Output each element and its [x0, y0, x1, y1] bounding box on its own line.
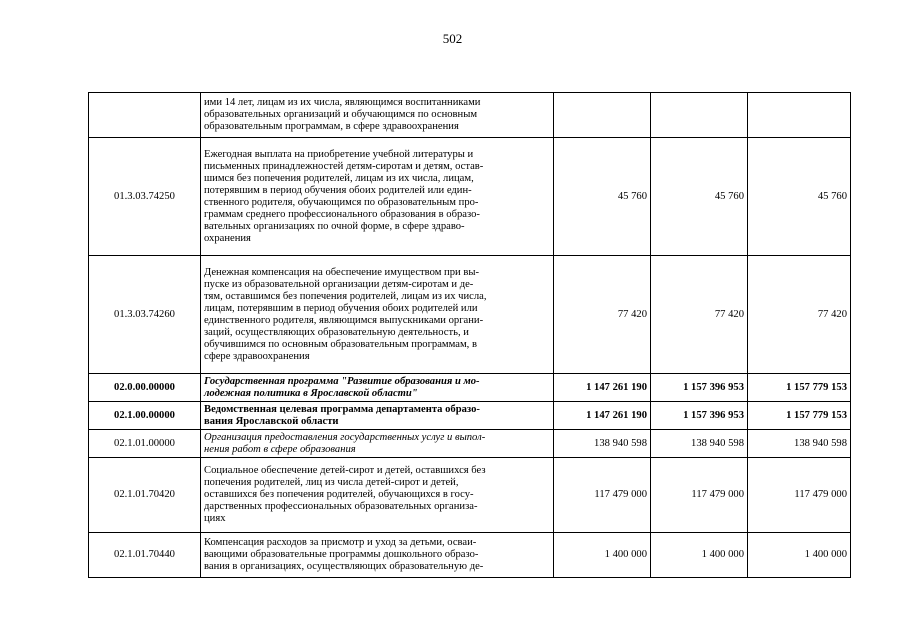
description-line: вания в организациях, осуществляющих образовательную де-	[204, 561, 484, 572]
amount-year-2-cell: 45 760	[651, 138, 748, 256]
budget-code-cell: 02.0.00.00000	[89, 374, 201, 402]
description-line: граммам среднего профессионального образования в образо-	[204, 208, 480, 220]
description-line: нения работ в сфере образования	[204, 443, 356, 455]
amount-year-2-cell	[651, 93, 748, 138]
description-line: сфере здравоохранения	[204, 350, 310, 362]
table-row	[89, 533, 851, 578]
description-line: Ежегодная выплата на приобретение учебной литературы и	[204, 148, 474, 160]
budget-code-cell: 02.1.01.70440	[89, 533, 201, 578]
budget-code-cell: 02.1.01.70420	[89, 458, 201, 533]
description-cell	[201, 374, 554, 402]
description-line: ственного родителя, обучающимся по образовательным про-	[204, 196, 479, 208]
amount-year-1-cell: 77 420	[554, 256, 651, 374]
budget-table-body	[89, 93, 851, 578]
description-line: заций, осуществляющих образовательную деятельность, и	[204, 326, 469, 338]
budget-table	[88, 92, 851, 578]
description-cell	[201, 93, 554, 138]
budget-code-cell: 02.1.00.00000	[89, 402, 201, 430]
table-row	[89, 402, 851, 430]
description-line: ими 14 лет, лицам из их числа, являющимся воспитанниками	[204, 97, 481, 108]
page-number: 502	[442, 31, 463, 46]
amount-year-1-cell: 117 479 000	[554, 458, 651, 533]
budget-code-cell: 01.3.03.74260	[89, 256, 201, 374]
description-line: оставшихся без попечения родителей, обучающихся в госу-	[204, 489, 474, 500]
amount-year-3-cell: 1 157 779 153	[748, 402, 851, 430]
amount-year-1-cell: 1 147 261 190	[554, 402, 651, 430]
description-line: обучившимся по основным образовательным программам, в	[204, 338, 477, 350]
amount-year-1-cell: 1 400 000	[554, 533, 651, 578]
budget-code-cell	[89, 93, 201, 138]
description-line: охранения	[204, 232, 251, 244]
amount-year-3-cell: 1 157 779 153	[748, 374, 851, 402]
description-line: образовательным программам, в сфере здравоохранения	[204, 121, 459, 132]
description-line: Компенсация расходов за присмотр и уход за детьми, осваи-	[204, 537, 477, 548]
description-line: вания Ярославской области	[204, 415, 339, 427]
description-line: образовательных организаций и обучающимся по основным	[204, 109, 478, 120]
table-row	[89, 374, 851, 402]
amount-year-1-cell: 138 940 598	[554, 430, 651, 458]
budget-code-cell: 01.3.03.74250	[89, 138, 201, 256]
amount-year-2-cell: 117 479 000	[651, 458, 748, 533]
description-line: единственного родителя, являющимся выпускниками органи-	[204, 314, 484, 326]
description-line: циях	[204, 513, 226, 524]
amount-year-1-cell: 45 760	[554, 138, 651, 256]
description-cell	[201, 256, 554, 374]
description-cell	[201, 533, 554, 578]
description-line: потерявшим в период обучения обоих родителей или един-	[204, 184, 472, 196]
amount-year-2-cell: 1 157 396 953	[651, 374, 748, 402]
amount-year-3-cell: 45 760	[748, 138, 851, 256]
table-row	[89, 256, 851, 374]
amount-year-3-cell: 1 400 000	[748, 533, 851, 578]
table-row	[89, 138, 851, 256]
description-cell	[201, 402, 554, 430]
description-line: Организация предоставления государственных услуг и выпол-	[204, 431, 486, 443]
description-cell	[201, 458, 554, 533]
description-line: лицам, потерявшим в период обучения обоих родителей или	[204, 302, 478, 314]
description-line: шимся без попечения родителей, лицам из их числа, лицам,	[204, 172, 474, 184]
description-cell	[201, 138, 554, 256]
table-row	[89, 458, 851, 533]
description-line: попечения родителей, лиц из числа детей-сирот и детей,	[204, 477, 459, 488]
table-row	[89, 93, 851, 138]
description-line: Ведомственная целевая программа департамента образо-	[204, 403, 480, 415]
amount-year-1-cell: 1 147 261 190	[554, 374, 651, 402]
amount-year-3-cell: 138 940 598	[748, 430, 851, 458]
description-line: Социальное обеспечение детей-сирот и детей, оставшихся без	[204, 465, 486, 476]
description-line: пуске из образовательной организации детям-сиротам и де-	[204, 278, 474, 290]
description-line: письменных принадлежностей детям-сиротам и детям, остав-	[204, 160, 484, 172]
description-line: Государственная программа "Развитие образования и мо-	[204, 375, 480, 387]
amount-year-2-cell: 77 420	[651, 256, 748, 374]
description-line: тям, оставшимся без попечения родителей, лицам из их числа,	[204, 290, 487, 302]
description-line: лодежная политика в Ярославской области"	[204, 387, 418, 399]
amount-year-2-cell: 1 157 396 953	[651, 402, 748, 430]
amount-year-3-cell: 77 420	[748, 256, 851, 374]
amount-year-2-cell: 1 400 000	[651, 533, 748, 578]
amount-year-2-cell: 138 940 598	[651, 430, 748, 458]
description-line: вающими образовательные программы дошкольного образо-	[204, 549, 479, 560]
amount-year-1-cell	[554, 93, 651, 138]
description-cell	[201, 430, 554, 458]
table-row	[89, 430, 851, 458]
description-line: вательных организациях по очной форме, в сфере здраво-	[204, 220, 465, 232]
budget-code-cell: 02.1.01.00000	[89, 430, 201, 458]
description-line: дарственных профессиональных образовательных организа-	[204, 501, 478, 512]
amount-year-3-cell: 117 479 000	[748, 458, 851, 533]
description-line: Денежная компенсация на обеспечение имуществом при вы-	[204, 266, 479, 278]
amount-year-3-cell	[748, 93, 851, 138]
